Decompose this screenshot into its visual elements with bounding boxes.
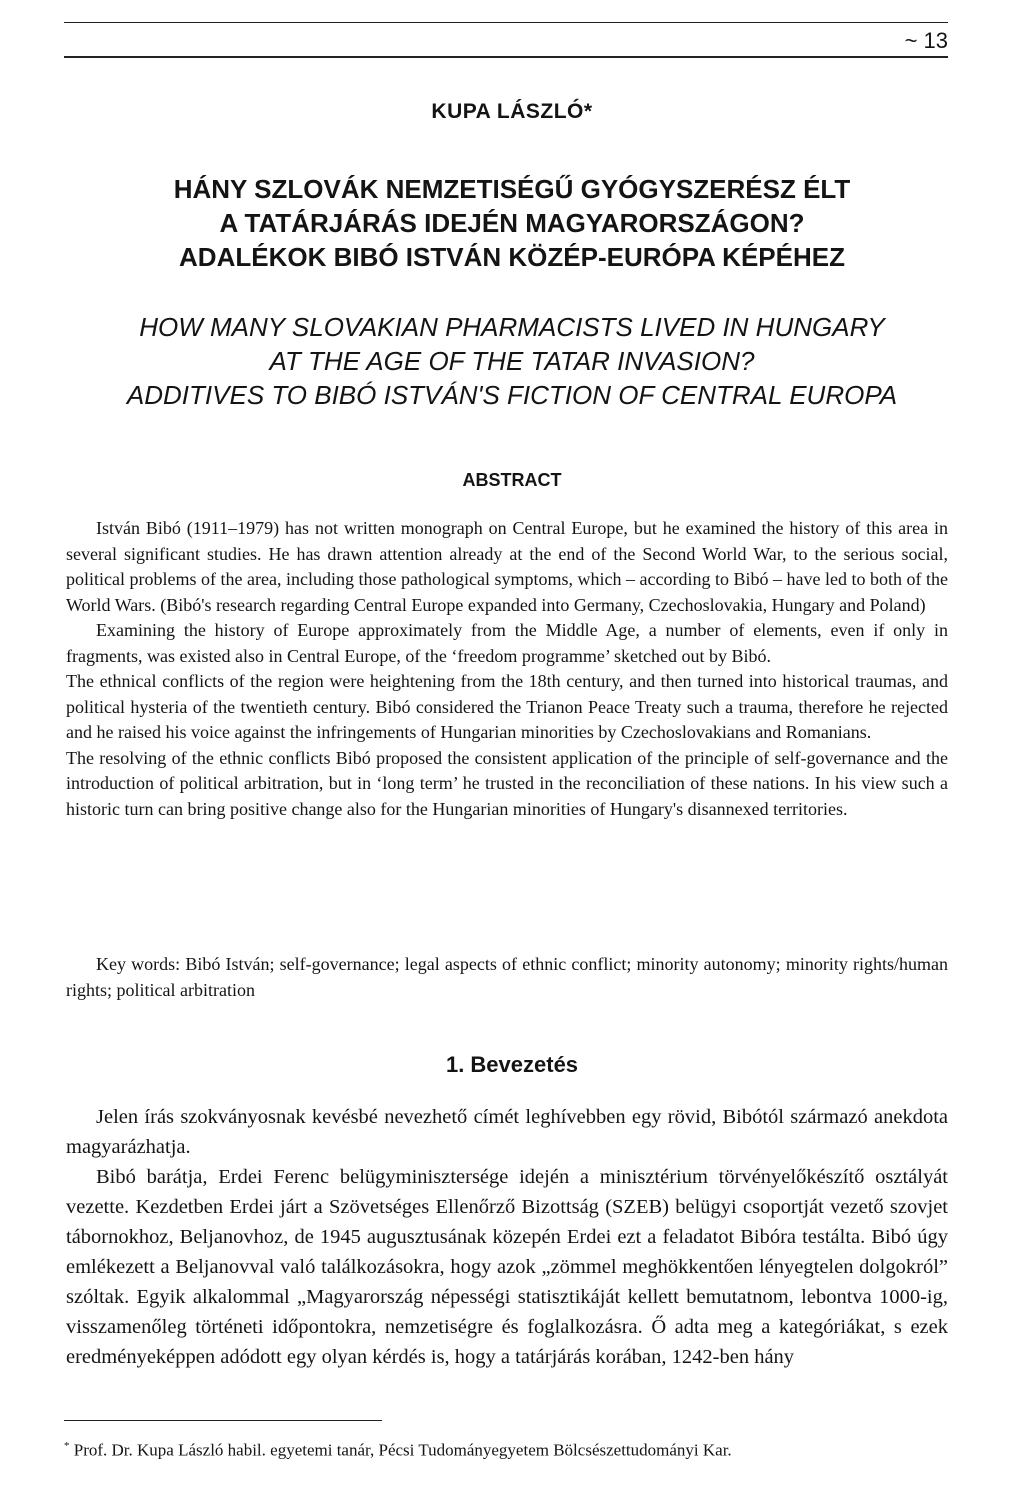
abstract-heading: ABSTRACT: [462, 470, 562, 490]
abstract-paragraph: Examining the history of Europe approximately from the Middle Age, a number of elements, even if only in fragments, was existed also in Central Europe, of the ‘freedom programme’ sketched out by Bibó.: [66, 620, 948, 666]
title-en-line: HOW MANY SLOVAKIAN PHARMACISTS LIVED IN HUNGARY: [139, 312, 885, 342]
header-rule-top: [64, 22, 948, 23]
section-body: [66, 1102, 948, 1372]
body-paragraph: Jelen írás szokványosnak kevésbé nevezhető címét leghívebben egy rövid, Bibótól származó anekdota magyarázhatja.: [66, 1106, 948, 1158]
section-heading: 1. Bevezetés: [445, 1052, 579, 1077]
abstract-paragraph: István Bibó (1911–1979) has not written monograph on Central Europe, but he examined the history of this area in several significant studies. He has drawn attention already at the end of the Second World War, to the serious social, political problems of the area, including those pathological symptoms, which – according to Bibó – have led to both of the World Wars. (Bibó's research regarding Central Europe expanded into Germany, Czechoslovakia, Hungary and Poland): [66, 518, 948, 615]
title-hungarian: [0, 172, 1024, 274]
title-hu-line: A TATÁRJÁRÁS IDEJÉN MAGYARORSZÁGON?: [219, 208, 805, 238]
header-rule-bottom: [64, 56, 948, 58]
abstract-paragraph: The ethnical conflicts of the region were heightening from the 18th century, and then turned into historical traumas, and political hysteria of the twentieth century. Bibó considered the Trianon Peace Treaty such a trauma, therefore he rejected and he raised his voice against the infringements of Hungarian minorities by Czechoslovakians and Romanians.: [66, 671, 948, 742]
footnote-marker: *: [64, 1440, 70, 1452]
page-header: [64, 22, 948, 53]
keywords: Key words: Bibó István; self-governance; legal aspects of ethnic conflict; minority autonomy; minority rights/human rights; political arbitration: [66, 954, 948, 1000]
author-name: KUPA LÁSZLÓ*: [431, 100, 593, 123]
body-paragraph: Bibó barátja, Erdei Ferenc belügyminisztersége idején a minisztérium törvényelőkészítő osztályát vezette. Kezdetben Erdei járt a Szövetséges Ellenőrző Bizottság (SZEB) belügyi csoportját vezető szovjet tábornokhoz, Beljanovhoz, de 1945 augusztusának közepén Erdei ezt a feladatot Bibóra testálta. Bibó úgy emlékezett a Beljanovval való találkozásokra, hogy azok „zömmel meghökkentően lényegtelen dolgokról” szóltak. Egyik alkalommal „Magyarország népességi statisztikáját kellett bemutatnom, lebontva 1000-ig, visszamenőleg történeti időpontokra, nemzetiségre és foglalkozásra. Ő adta meg a kategóriákat, s ezek eredményeképpen adódott egy olyan kérdés is, hogy a tatárjárás korában, 1242-ben hány: [66, 1166, 948, 1368]
title-english: [0, 310, 1024, 412]
footnote-separator: [64, 1420, 382, 1421]
title-hu-line: ADALÉKOK BIBÓ ISTVÁN KÖZÉP-EURÓPA KÉPÉHEZ: [179, 242, 845, 272]
title-en-line: ADDITIVES TO BIBÓ ISTVÁN'S FICTION OF CENTRAL EUROPA: [126, 380, 898, 410]
title-en-line: AT THE AGE OF THE TATAR INVASION?: [269, 346, 755, 376]
abstract-body: [66, 516, 948, 822]
footnote-text: Prof. Dr. Kupa László habil. egyetemi tanár, Pécsi Tudományegyetem Bölcsészettudományi Kar.: [73, 1440, 732, 1460]
title-hu-line: HÁNY SZLOVÁK NEMZETISÉGŰ GYÓGYSZERÉSZ ÉLT: [173, 174, 851, 204]
footnote: [64, 1440, 948, 1461]
abstract-paragraph: The resolving of the ethnic conflicts Bibó proposed the consistent application of the principle of self-governance and the introduction of political arbitration, but in ‘long term’ he trusted in the reconciliation of these nations. In his view such a historic turn can bring positive change also for the Hungarian minorities of Hungary's disannexed territories.: [66, 747, 948, 819]
page-number: ~ 13: [904, 28, 948, 53]
